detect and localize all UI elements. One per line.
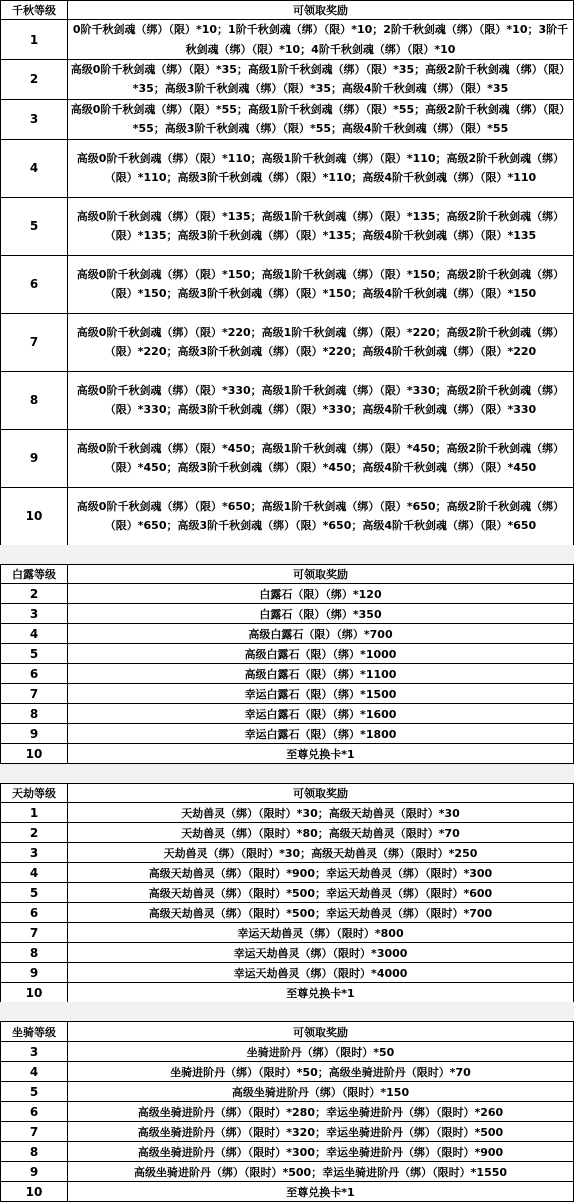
section-gap	[0, 764, 574, 783]
reward-cell: 0阶千秋剑魂（绑）（限）*10；1阶千秋剑魂（绑）（限）*10；2阶千秋剑魂（绑）（限）*10；3阶千秋剑魂（绑）（限）*10；4阶千秋剑魂（绑）（限）*10	[68, 20, 574, 60]
reward-cell: 高级白露石（限）（绑）*1100	[68, 664, 574, 684]
level-cell: 5	[1, 883, 68, 903]
table-row	[1, 1062, 574, 1082]
reward-cell: 高级坐骑进阶丹（绑）（限时）*150	[68, 1082, 574, 1102]
level-cell: 2	[1, 60, 68, 100]
reward-cell: 至尊兑换卡*1	[68, 744, 574, 764]
level-cell: 4	[1, 1062, 68, 1082]
tianjie-reward-table	[0, 783, 574, 1003]
table-row	[1, 197, 574, 255]
table-row	[1, 584, 574, 604]
level-cell: 8	[1, 371, 68, 429]
level-cell: 8	[1, 943, 68, 963]
reward-cell: 幸运天劫兽灵（绑）（限时）*4000	[68, 963, 574, 983]
reward-header: 可领取奖励	[68, 1022, 574, 1042]
reward-cell: 高级坐骑进阶丹（绑）（限时）*500；幸运坐骑进阶丹（绑）（限时）*1550	[68, 1162, 574, 1182]
reward-cell: 高级坐骑进阶丹（绑）（限时）*300；幸运坐骑进阶丹（绑）（限时）*900	[68, 1142, 574, 1162]
reward-cell: 天劫兽灵（绑）（限时）*80；高级天劫兽灵（限时）*70	[68, 823, 574, 843]
reward-cell: 高级0阶千秋剑魂（绑）（限）*35；高级1阶千秋剑魂（绑）（限）*35；高级2阶千秋剑魂（绑）（限）*35；高级3阶千秋剑魂（绑）（限）*35；高级4阶千秋剑魂（绑）（限）*35	[68, 60, 574, 100]
table-row	[1, 704, 574, 724]
level-cell: 7	[1, 923, 68, 943]
level-cell: 1	[1, 20, 68, 60]
level-cell: 5	[1, 1082, 68, 1102]
level-cell: 7	[1, 1122, 68, 1142]
level-cell: 8	[1, 704, 68, 724]
reward-header: 可领取奖励	[68, 784, 574, 803]
reward-cell: 高级0阶千秋剑魂（绑）（限）*110；高级1阶千秋剑魂（绑）（限）*110；高级2阶千秋剑魂（绑）（限）*110；高级3阶千秋剑魂（绑）（限）*110；高级4阶千秋剑魂（绑）（限）*110	[68, 139, 574, 197]
table-row	[1, 139, 574, 197]
reward-header: 可领取奖励	[68, 1, 574, 20]
reward-header: 可领取奖励	[68, 565, 574, 584]
section-gap	[0, 545, 574, 564]
reward-cell: 高级天劫兽灵（绑）（限时）*500；幸运天劫兽灵（绑）（限时）*600	[68, 883, 574, 903]
table-row	[1, 371, 574, 429]
level-cell: 10	[1, 744, 68, 764]
level-header: 坐骑等级	[1, 1022, 68, 1042]
level-cell: 3	[1, 1042, 68, 1062]
table-row	[1, 963, 574, 983]
qianqiu-reward-table	[0, 0, 574, 546]
reward-cell: 高级坐骑进阶丹（绑）（限时）*320；幸运坐骑进阶丹（绑）（限时）*500	[68, 1122, 574, 1142]
table-row	[1, 604, 574, 624]
reward-cell: 高级0阶千秋剑魂（绑）（限）*220；高级1阶千秋剑魂（绑）（限）*220；高级2阶千秋剑魂（绑）（限）*220；高级3阶千秋剑魂（绑）（限）*220；高级4阶千秋剑魂（绑）（限）*220	[68, 313, 574, 371]
level-cell: 10	[1, 487, 68, 545]
level-cell: 7	[1, 313, 68, 371]
reward-cell: 高级0阶千秋剑魂（绑）（限）*450；高级1阶千秋剑魂（绑）（限）*450；高级2阶千秋剑魂（绑）（限）*450；高级3阶千秋剑魂（绑）（限）*450；高级4阶千秋剑魂（绑）（限）*450	[68, 429, 574, 487]
table-row	[1, 883, 574, 903]
table-row	[1, 724, 574, 744]
level-cell: 10	[1, 1182, 68, 1202]
reward-cell: 至尊兑换卡*1	[68, 1182, 574, 1202]
table-row	[1, 624, 574, 644]
table-row	[1, 60, 574, 100]
table-row	[1, 664, 574, 684]
level-cell: 8	[1, 1142, 68, 1162]
level-cell: 3	[1, 604, 68, 624]
reward-cell: 天劫兽灵（绑）（限时）*30；高级天劫兽灵（限时）*30	[68, 803, 574, 823]
table-row	[1, 903, 574, 923]
level-cell: 9	[1, 963, 68, 983]
table-row	[1, 1042, 574, 1062]
reward-cell: 幸运天劫兽灵（绑）（限时）*3000	[68, 943, 574, 963]
reward-cell: 高级白露石（限）（绑）*700	[68, 624, 574, 644]
level-header: 千秋等级	[1, 1, 68, 20]
table-header-row	[1, 784, 574, 803]
level-cell: 4	[1, 139, 68, 197]
table-row	[1, 803, 574, 823]
reward-cell: 高级0阶千秋剑魂（绑）（限）*650；高级1阶千秋剑魂（绑）（限）*650；高级2阶千秋剑魂（绑）（限）*650；高级3阶千秋剑魂（绑）（限）*650；高级4阶千秋剑魂（绑）（限）*650	[68, 487, 574, 545]
reward-cell: 至尊兑换卡*1	[68, 983, 574, 1003]
level-cell: 5	[1, 644, 68, 664]
table-row	[1, 99, 574, 139]
reward-cell: 幸运天劫兽灵（绑）（限时）*800	[68, 923, 574, 943]
level-cell: 10	[1, 983, 68, 1003]
level-cell: 9	[1, 1162, 68, 1182]
reward-cell: 高级0阶千秋剑魂（绑）（限）*135；高级1阶千秋剑魂（绑）（限）*135；高级2阶千秋剑魂（绑）（限）*135；高级3阶千秋剑魂（绑）（限）*135；高级4阶千秋剑魂（绑）（限）*135	[68, 197, 574, 255]
level-header: 天劫等级	[1, 784, 68, 803]
reward-cell: 高级天劫兽灵（绑）（限时）*500；幸运天劫兽灵（绑）（限时）*700	[68, 903, 574, 923]
reward-cell: 高级0阶千秋剑魂（绑）（限）*55；高级1阶千秋剑魂（绑）（限）*55；高级2阶千秋剑魂（绑）（限）*55；高级3阶千秋剑魂（绑）（限）*55；高级4阶千秋剑魂（绑）（限）*55	[68, 99, 574, 139]
level-cell: 4	[1, 863, 68, 883]
level-cell: 4	[1, 624, 68, 644]
table-row	[1, 20, 574, 60]
level-cell: 7	[1, 684, 68, 704]
level-header: 白露等级	[1, 565, 68, 584]
reward-cell: 高级0阶千秋剑魂（绑）（限）*150；高级1阶千秋剑魂（绑）（限）*150；高级2阶千秋剑魂（绑）（限）*150；高级3阶千秋剑魂（绑）（限）*150；高级4阶千秋剑魂（绑）（限）*150	[68, 255, 574, 313]
bailu-reward-table	[0, 564, 574, 764]
table-row	[1, 943, 574, 963]
zuoqi-reward-table	[0, 1021, 574, 1202]
table-row	[1, 843, 574, 863]
table-row	[1, 1182, 574, 1202]
table-row	[1, 1082, 574, 1102]
level-cell: 9	[1, 429, 68, 487]
table-row	[1, 644, 574, 664]
reward-cell: 天劫兽灵（绑）（限时）*30；高级天劫兽灵（绑）（限时）*250	[68, 843, 574, 863]
table-header-row	[1, 1022, 574, 1042]
section-gap	[0, 1002, 574, 1021]
table-row	[1, 1122, 574, 1142]
level-cell: 5	[1, 197, 68, 255]
table-row	[1, 1162, 574, 1182]
reward-cell: 高级天劫兽灵（绑）（限时）*900；幸运天劫兽灵（绑）（限时）*300	[68, 863, 574, 883]
reward-cell: 坐骑进阶丹（绑）（限时）*50；高级坐骑进阶丹（限时）*70	[68, 1062, 574, 1082]
reward-cell: 幸运白露石（限）（绑）*1500	[68, 684, 574, 704]
level-cell: 9	[1, 724, 68, 744]
reward-cell: 坐骑进阶丹（绑）（限时）*50	[68, 1042, 574, 1062]
table-row	[1, 429, 574, 487]
level-cell: 2	[1, 584, 68, 604]
table-row	[1, 863, 574, 883]
table-row	[1, 744, 574, 764]
level-cell: 6	[1, 903, 68, 923]
table-row	[1, 255, 574, 313]
reward-cell: 幸运白露石（限）（绑）*1600	[68, 704, 574, 724]
level-cell: 3	[1, 843, 68, 863]
table-header-row	[1, 565, 574, 584]
table-row	[1, 823, 574, 843]
table-row	[1, 1102, 574, 1122]
level-cell: 6	[1, 1102, 68, 1122]
reward-cell: 白露石（限）（绑）*350	[68, 604, 574, 624]
reward-cell: 高级坐骑进阶丹（绑）（限时）*280；幸运坐骑进阶丹（绑）（限时）*260	[68, 1102, 574, 1122]
level-cell: 6	[1, 664, 68, 684]
table-header-row	[1, 1, 574, 20]
table-row	[1, 983, 574, 1003]
table-row	[1, 923, 574, 943]
table-row	[1, 684, 574, 704]
table-row	[1, 487, 574, 545]
level-cell: 1	[1, 803, 68, 823]
level-cell: 3	[1, 99, 68, 139]
level-cell: 2	[1, 823, 68, 843]
reward-cell: 幸运白露石（限）（绑）*1800	[68, 724, 574, 744]
table-row	[1, 313, 574, 371]
reward-cell: 白露石（限）（绑）*120	[68, 584, 574, 604]
table-row	[1, 1142, 574, 1162]
reward-cell: 高级0阶千秋剑魂（绑）（限）*330；高级1阶千秋剑魂（绑）（限）*330；高级2阶千秋剑魂（绑）（限）*330；高级3阶千秋剑魂（绑）（限）*330；高级4阶千秋剑魂（绑）（限）*330	[68, 371, 574, 429]
level-cell: 6	[1, 255, 68, 313]
reward-cell: 高级白露石（限）（绑）*1000	[68, 644, 574, 664]
